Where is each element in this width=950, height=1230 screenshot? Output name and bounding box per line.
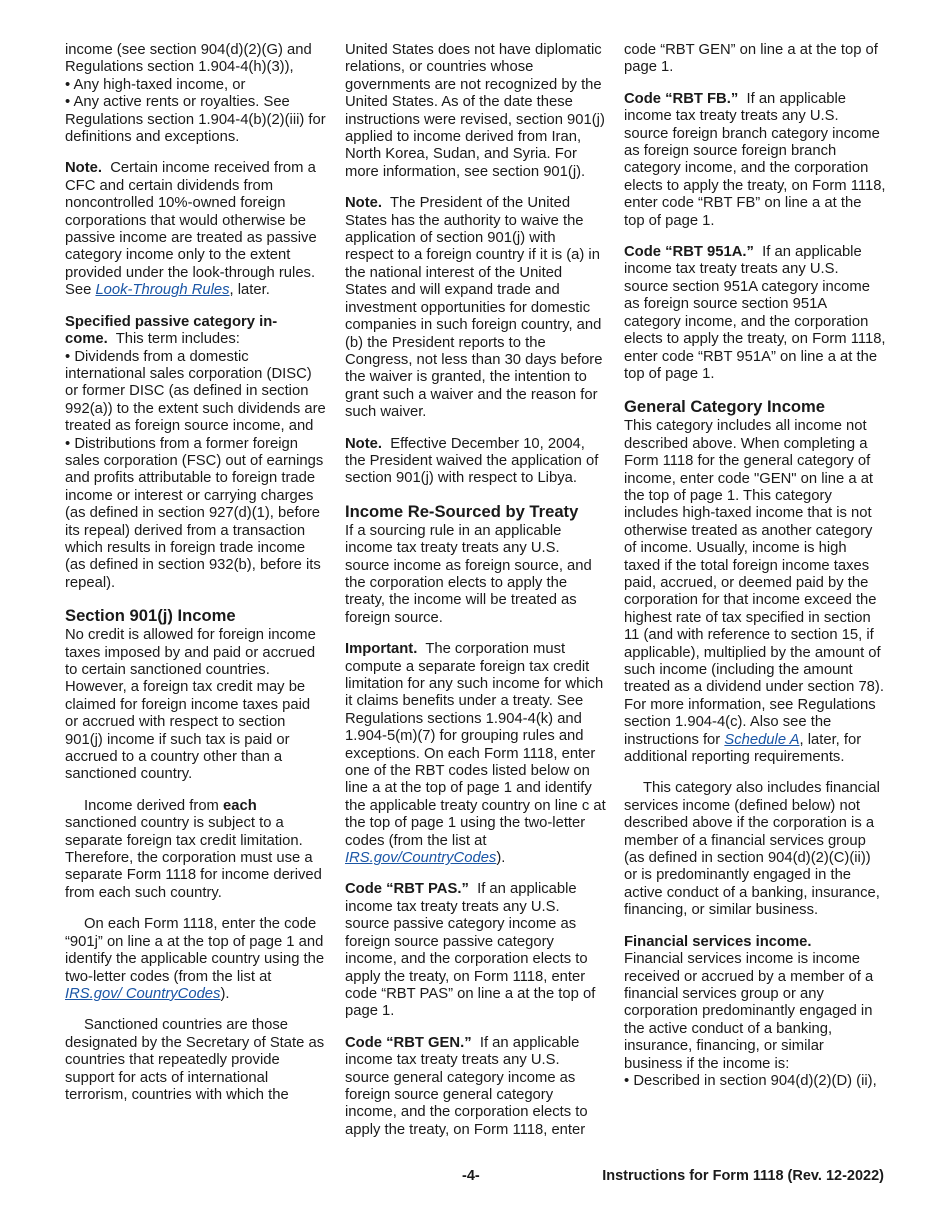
bullet-icon: • bbox=[65, 348, 71, 365]
section-901j-each-country: Income derived from each sanctioned country is subject to a separate foreign tax credit limitation. Therefore, the corporation must use a separate Form 1118 for income derived from each such country. bbox=[65, 797, 322, 901]
bullet-icon: • bbox=[624, 1072, 630, 1089]
code-rbt-gen: Code “RBT GEN.” If an applicable income tax treaty treats any U.S. source general category income as foreign source general category income, and the corporation elects to apply the treaty, on Form 1118, enter bbox=[345, 1034, 588, 1138]
treaty-important: Important. The corporation must compute a separate foreign tax credit limitation for any such income for which it claims benefits under a treaty. See Regulations sections 1.904-4(k) and 1.904-5(m)(7) for grouping rules and exceptions. On each Form 1118, enter one of the RBT codes listed below on line a at the top of page 1 and identify the applicable treaty country on line c at the top of page 1 using the two-letter codes (from the list at IRS.gov/CountryCodes). bbox=[345, 641, 606, 867]
treaty-heading: Income Re-Sourced by Treaty bbox=[345, 501, 579, 521]
general-category-text: This category includes all income not described above. When completing a Form 1118 for the general category of income, enter code "GEN" on line a at the top of page 1. This category includes high-taxed income that is not otherwise treated as another category of income. Usually, income is high taxed if the total foreign income taxes paid, accrued, or deemed paid by the corporation for that income exceed the highest rate of tax specified in section 11 (and with reference to section 15, if applicable), multiplied by the amount of such income (including the amount treated as a dividend under section 78). For more information, see Regulations section 1.904-4(c). Also see the instructions for Schedule A, later, for additional reporting requirements. bbox=[624, 418, 884, 766]
section-901j-intro: No credit is allowed for foreign income taxes imposed by and paid or accrued to certain sanctioned countries. However, a foreign tax credit may be claimed for foreign income taxes paid or accrued with respect to section 901(j) income if such tax is paid or accrued to a country other than a sanctioned country. bbox=[65, 627, 316, 783]
code-rbt-gen-continued: code “RBT GEN” on line a at the top of page 1. bbox=[624, 42, 878, 76]
code-rbt-fb: Code “RBT FB.” If an applicable income tax treaty treats any U.S. source foreign branch category income as foreign source foreign branch category income, and the corporation elects to apply the treaty, on Form 1118, enter code “RBT FB” on line a at the top of page 1. bbox=[624, 90, 886, 229]
schedule-a-link[interactable]: Schedule A bbox=[724, 731, 800, 748]
specified-passive-heading: Specified passive category in- come. This term includes: bbox=[65, 313, 278, 348]
form-title: Instructions for Form 1118 (Rev. 12-2022) bbox=[602, 1168, 884, 1184]
code-rbt-951a: Code “RBT 951A.” If an applicable income tax treaty treats any U.S. source section 951A category income as foreign source section 951A category income, and the corporation elects to apply the treaty, on Form 1118, enter code “RBT 951A” on line a at the top of page 1. bbox=[624, 244, 886, 382]
financial-services-income: Financial services income. Financial services income is income received or accrued by a member of a financial services group or any corporation predominantly engaged in the active conduct of a banking, insurance, financing, or similar business if the income is: bbox=[624, 933, 874, 1072]
general-category-heading: General Category Income bbox=[624, 397, 826, 417]
financial-services-category-text: This category also includes financial services income (defined below) not described above if the corporation is a member of a financial services group (as defined in section 904(d)(2)(C)(ii)) or is predominantly engaged in the active conduct of a banking, insurance, financing, or similar business. bbox=[624, 780, 880, 919]
page-number: -4- bbox=[462, 1168, 480, 1184]
bullet-icon: • bbox=[65, 76, 71, 93]
bullet-icon: • bbox=[65, 94, 71, 111]
look-through-rules-link[interactable]: Look-Through Rules bbox=[95, 282, 230, 299]
note-look-through: Note. Certain income received from a CFC and certain dividends from noncontrolled 10%-owned foreign corporations that would otherwise be passive income are treated as passive category income only to the extent provided under the look-through rules. See Look-Through Rules, later. bbox=[65, 160, 317, 299]
country-codes-link[interactable]: IRS.gov/ CountryCodes bbox=[65, 985, 221, 1002]
note-libya: Note. Effective December 10, 2004, the President waived the application of section 901(j) with respect to Libya. bbox=[345, 435, 599, 487]
bullet-icon: • bbox=[65, 435, 71, 452]
financial-services-item: • Described in section 904(d)(2)(D) (ii), bbox=[624, 1072, 877, 1089]
section-901j-form-code: On each Form 1118, enter the code “901j” on line a at the top of page 1 and identify the applicable country using the two-letter codes (from the list at IRS.gov/ CountryCodes). bbox=[65, 916, 325, 1002]
sanctioned-countries-continued: United States does not have diplomatic relations, or countries whose governments are not recognized by the United States. As of the date these instructions were revised, section 901(j) applied to income derived from Iran, North Korea, Sudan, and Syria. For more information, see section 901(j). bbox=[345, 42, 605, 180]
passive-item-continued: income (see section 904(d)(2)(G) and Regulations section 1.904-4(h)(3)), bbox=[65, 42, 312, 76]
sanctioned-countries-text: Sanctioned countries are those designated by the Secretary of State as countries that repeatedly provide support for acts of international terrorism, countries with which the bbox=[65, 1017, 325, 1103]
specified-passive-item-disc: • Dividends from a domestic international sales corporation (DISC) or former DISC (as defined in section 992(a)) to the extent such dividends are treated as foreign source income, and bbox=[65, 348, 326, 435]
note-president-waiver: Note. The President of the United States has the authority to waive the application of section 901(j) with respect to a foreign country if it is (a) in the national interest of the United States and will expand trade and investment opportunities for domestic companies in such foreign country, and (b) the President reports to the Congress, not less than 30 days before the waiver is granted, the intention to grant such a waiver and the reason for such waiver. bbox=[345, 195, 603, 421]
section-901j-heading: Section 901(j) Income bbox=[65, 606, 236, 626]
passive-item-rents: • Any active rents or royalties. See Regulations section 1.904-4(b)(2)(iii) for definitions and exceptions. bbox=[65, 94, 326, 146]
code-rbt-pas: Code “RBT PAS.” If an applicable income tax treaty treats any U.S. source passive category income as foreign source passive category income, and the corporation elects to apply the treaty, on Form 1118, enter code “RBT PAS” on line a at the top of page 1. bbox=[345, 881, 596, 1020]
specified-passive-item-fsc: • Distributions from a former foreign sales corporation (FSC) out of earnings and profits attributable to foreign trade income or interest or carrying charges (as defined in section 927(d)(1), before its repeal) derived from a transaction which results in foreign trade income (as defined in section 932(b), before its repeal). bbox=[65, 435, 324, 591]
column-2 bbox=[345, 42, 607, 1139]
column-1 bbox=[65, 42, 327, 1104]
passive-item-high-taxed: • Any high-taxed income, or bbox=[65, 76, 246, 93]
country-codes-link-2[interactable]: IRS.gov/CountryCodes bbox=[345, 850, 497, 867]
treaty-intro: If a sourcing rule in an applicable income tax treaty treats any U.S. source income as foreign source, and the corporation elects to apply the treaty, the income will be treated as foreign source. bbox=[345, 522, 592, 626]
column-3 bbox=[624, 42, 886, 1090]
